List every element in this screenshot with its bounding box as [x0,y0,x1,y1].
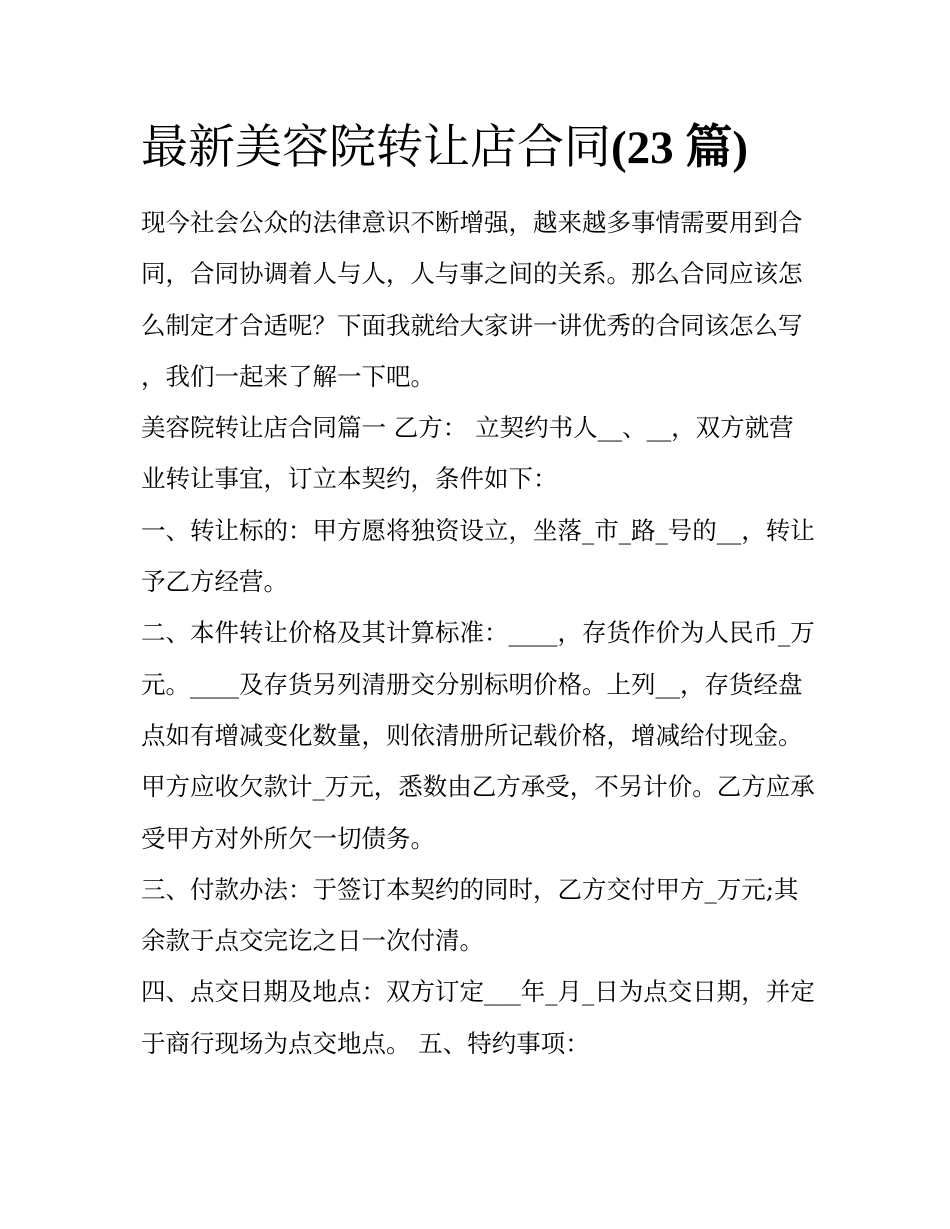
document-title [141,118,821,178]
paragraph-clause-4: 四、点交日期及地点：双方订定___年_月_日为点交日期，并定于商行现场为点交地点。 五、特约事项： [141,977,815,1058]
paragraph-clause-1: 一、转让标的：甲方愿将独资设立，坐落_市_路_号的__，转让予乙方经营。 [141,515,815,597]
document-body [141,197,816,1069]
title-count: (23 篇) [611,122,749,174]
paragraph-contract-header: 美容院转让店合同篇一 乙方： 立契约书人__、__，双方就营业转让事宜，订立本契约，条件如下： [141,413,794,494]
paragraph-clause-3: 三、付款办法：于签订本契约的同时，乙方交付甲方_万元;其余款于点交完讫之日一次付清。 [141,874,799,956]
paragraph-intro: 现今社会公众的法律意识不断增强，越来越多事情需要用到合同，合同协调着人与人，人与事之间的关系。那么合同应该怎么制定才合适呢？下面我就给大家讲一讲优秀的合同该怎么写，我们一起来了解一下吧。 [141,208,803,391]
title-main: 最新美容院转让店合同 [141,120,611,175]
paragraph-clause-2: 二、本件转让价格及其计算标准：____，存货作价为人民币_万元。____及存货另列清册交分别标明价格。上列__，存货经盘点如有增减变化数量，则依清册所记载价格，增减给付现金。 [141,618,815,750]
paragraph-receivables: 甲方应收欠款计_万元，悉数由乙方承受，不另计价。乙方应承受甲方对外所欠一切债务。 [141,772,815,853]
